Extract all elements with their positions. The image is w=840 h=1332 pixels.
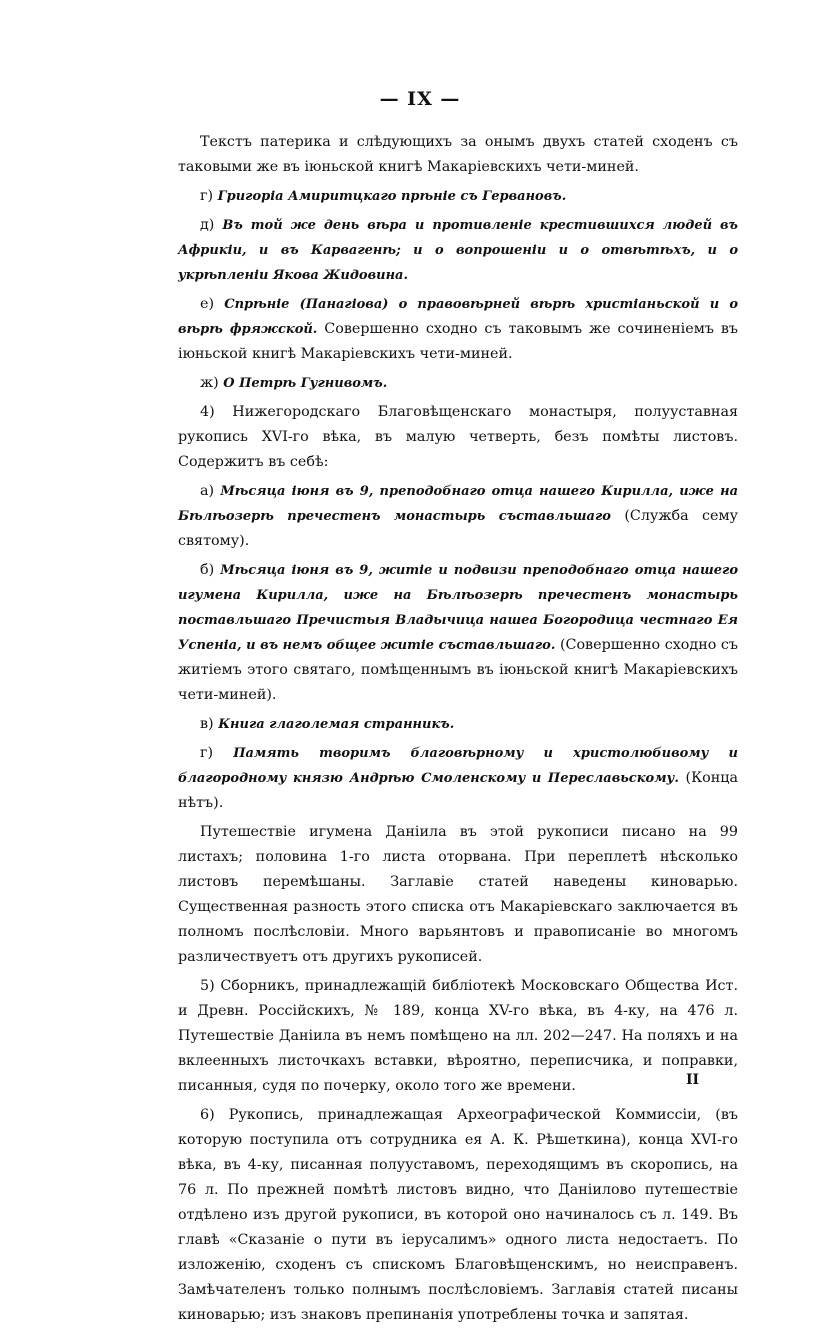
paragraph-manuscript-4: 4) Нижегородскаго Благовѣщенскаго монастыря, полууставная рукопись XVI-го вѣка, въ малую четверть, безъ помѣты листовъ. Содержитъ въ себѣ: bbox=[178, 404, 738, 470]
item-letter: д) bbox=[200, 217, 215, 233]
item-title: Память творимъ благовѣрному и христолюбивому и благородному князю Андрѣю Смоленскому и Переславьскому. bbox=[178, 746, 738, 786]
item-note: (Совершенно сходно съ житіемъ этого святаго, помѣщеннымъ въ іюньской книгѣ Макаріевскихъ чети-миней). bbox=[178, 637, 738, 703]
list-item-b-zhitie bbox=[178, 558, 738, 708]
item-title: Мѣсяца іюня въ 9, преподобнаго отца нашего Кирилла, иже на Бѣлѣозерѣ пречестенъ монастырь съставльшаго bbox=[178, 484, 738, 524]
item-title: Григоріа Амиритцкаго прѣніе съ Гервановъ. bbox=[217, 189, 567, 204]
signature-mark: II bbox=[686, 1072, 700, 1088]
paragraph-manuscript-6: 6) Рукопись, принадлежащая Археографической Коммиссіи, (въ которую поступила отъ сотрудника ея А. К. Рѣшеткина), конца XVI-го вѣка, въ 4-ку, писанная полууставомъ, переходящимъ въ скоропись, на 76 л. По прежней помѣтѣ листовъ видно, что Даніилово путешествіе отдѣлено изъ другой рукописи, въ которой оно начиналось съ л. 149. Въ главѣ «Сказаніе о пути въ іерусалимъ» одного листа недостаетъ. По изложенію, сходенъ съ спискомъ Благовѣщенскимъ, но неисправенъ. Замѣчателенъ только полнымъ послѣсловіемъ. Заглавія статей писаны киноварью; изъ знаковъ препинанія употреблены точка и запятая. bbox=[178, 1107, 738, 1323]
item-letter: в) bbox=[200, 716, 214, 732]
item-letter: г) bbox=[200, 188, 214, 204]
item-title: О Петрѣ Гугнивомъ. bbox=[223, 376, 388, 391]
item-letter: г) bbox=[200, 745, 214, 761]
paragraph-daniil-journey: Путешествіе игумена Даніила въ этой рукописи писано на 99 листахъ; половина 1-го листа оторвана. При переплетѣ нѣсколько листовъ перемѣшаны. Заглавіе статей наведены киноварью. Существенная разность этого списка отъ Макаріевскаго заключается въ полномъ послѣсловіи. Много варьянтовъ и правописаніе во многомъ различествуетъ отъ другихъ рукописей. bbox=[178, 824, 738, 965]
list-item-v-strannik bbox=[178, 712, 738, 737]
list-item-g-grigoria bbox=[178, 184, 738, 209]
item-letter: а) bbox=[200, 483, 215, 499]
item-letter: б) bbox=[200, 562, 215, 578]
list-item-a-sluzhba bbox=[178, 479, 738, 554]
item-note: Совершенно сходно съ таковымъ же сочиненіемъ въ іюньской книгѣ Макаріевскихъ чети-миней. bbox=[178, 321, 738, 362]
item-title: Книга глаголемая странникъ. bbox=[218, 717, 455, 732]
item-note: (Конца нѣтъ). bbox=[178, 770, 739, 811]
page-header: — IX — bbox=[379, 88, 461, 110]
item-letter: е) bbox=[200, 296, 215, 312]
item-title: Спрѣніе (Панагіова) о правовѣрней вѣрѣ христіаньской и о вѣрѣ фряжской. bbox=[178, 297, 738, 337]
paragraph-manuscript-5: 5) Сборникъ, принадлежащій библіотекѣ Московскаго Общества Ист. и Древн. Россійскихъ, № 189, конца XV-го вѣка, въ 4-ку, на 476 л. Путешествіе Даніила въ немъ помѣщено на лл. 202—247. На поляхъ и на вклеенныхъ листочкахъ вставки, вѣроятно, переписчика, и поправки, писанныя, судя по почерку, около того же времени. bbox=[178, 978, 738, 1094]
item-title: Въ той же день вѣра и противленіе крестившихся людей въ Африкіи, и въ Карвагенѣ; и о вопрошеніи и о отвѣтѣхъ, и о укрѣпленіи Якова Жидовина. bbox=[178, 218, 739, 283]
list-item-zh-petr bbox=[178, 371, 738, 396]
page-body bbox=[178, 130, 738, 1332]
list-item-d-africa bbox=[178, 213, 738, 288]
list-item-e-panagiot bbox=[178, 292, 738, 367]
list-item-g-andrey bbox=[178, 741, 738, 816]
item-letter: ж) bbox=[200, 375, 219, 391]
item-note: (Служба сему святому). bbox=[178, 508, 738, 549]
item-title: Мѣсяца іюня въ 9, житіе и подвизи преподобнаго отца нашего игумена Кирилла, иже на Бѣлѣозерѣ пречестенъ монастырь поставльшаго Пречистыя Владычица нашеа Богородица честнаго Ея Успеніа, и въ немъ общее житіе съставльшаго. bbox=[178, 563, 738, 653]
paragraph-intro: Текстъ патерика и слѣдующихъ за онымъ двухъ статей сходенъ съ таковыми же въ іюньской книгѣ Макаріевскихъ чети-миней. bbox=[178, 134, 738, 175]
